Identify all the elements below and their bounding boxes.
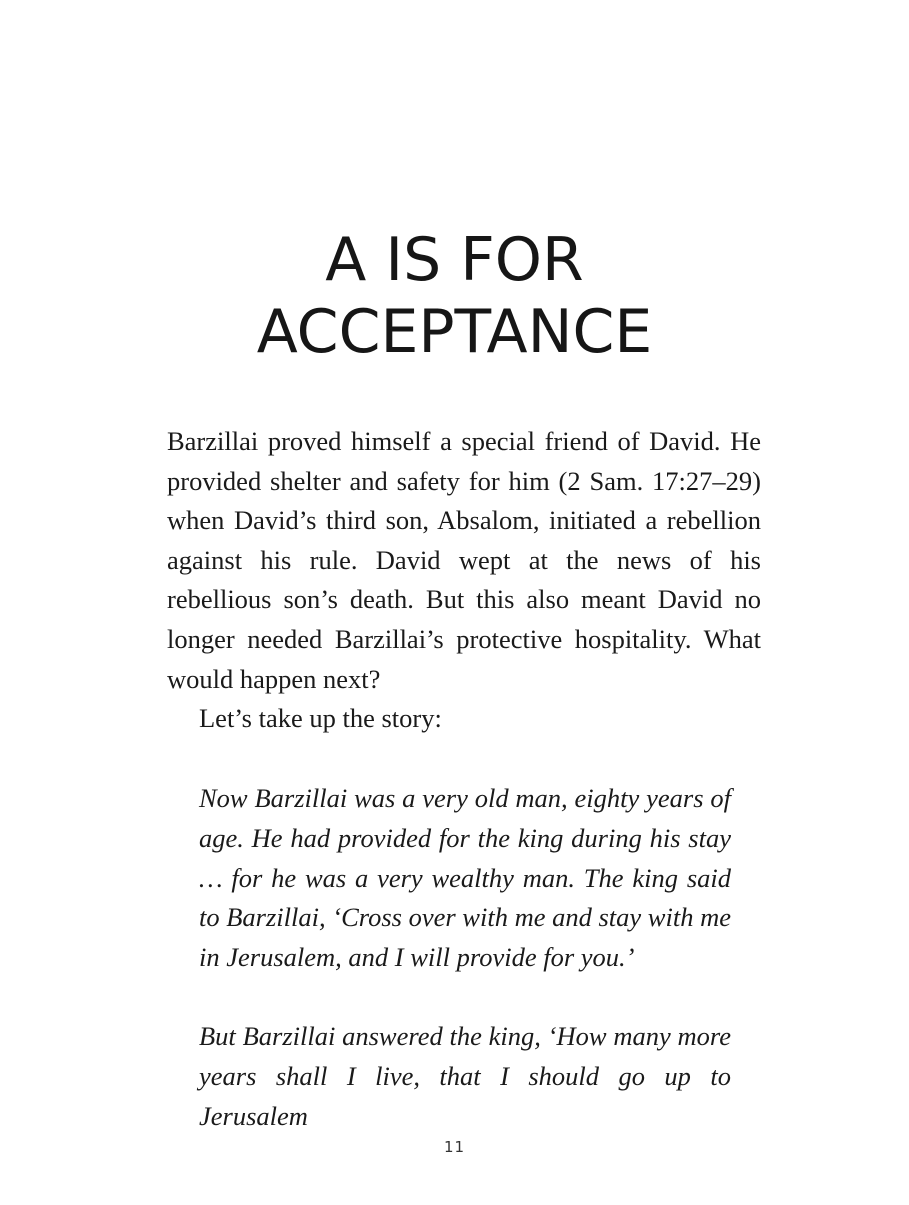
chapter-title	[0, 224, 909, 368]
page-number: 11	[443, 1138, 466, 1156]
scripture-quote-1: Now Barzillai was a very old man, eighty years of age. He had provided for the king during his stay … for he was a very wealthy man. The king said to Barzillai, ‘Cross over with me and stay with me in Jerusalem, and I will provide for you.’	[199, 783, 731, 973]
chapter-title-line-2: ACCEPTANCE	[256, 297, 653, 367]
scripture-quote-2: But Barzillai answered the king, ‘How many more years shall I live, that I should go up to Jerusalem	[199, 1021, 731, 1131]
body-paragraph-2: Let’s take up the story:	[199, 703, 442, 733]
chapter-title-line-1: A IS FOR	[325, 225, 584, 295]
body-paragraph-1: Barzillai proved himself a special friend of David. He provided shelter and safety for him (2 Sam. 17:27–29) when David’s third son, Absalom, initiated a rebellion against his rule. David wept at the news of his rebellious son’s death. But this also meant David no longer needed Barzillai’s protective hospitality. What would happen next?	[167, 426, 761, 694]
